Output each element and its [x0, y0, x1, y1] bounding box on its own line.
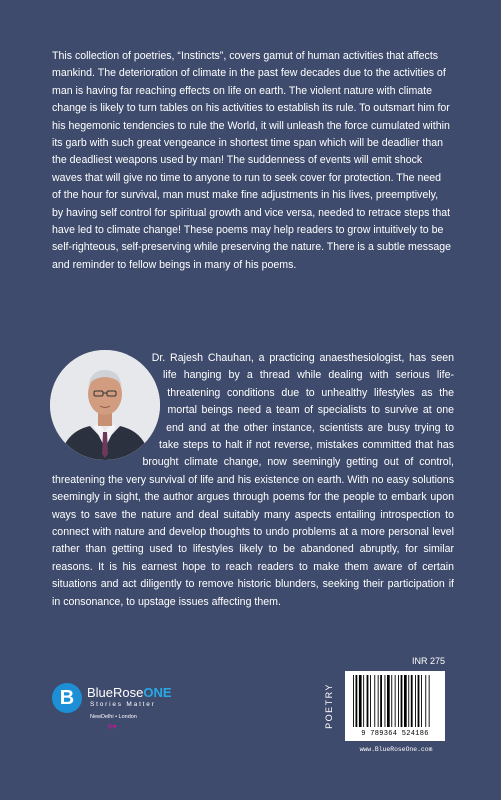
category-text: POETRY	[324, 683, 334, 729]
publisher-tagline: Stories Matter	[90, 701, 156, 708]
author-photo	[50, 350, 160, 460]
social-icons: f◎♥	[108, 724, 117, 730]
blurb-paragraph: This collection of poetries, “Instincts”, covers gamut of human activities that affects mankind. The deterioration of climate in the past few decades due to the activities of man is having far reaching effects on life on earth. The violent nature with climate change is likely to turn tables on his activities to establish its rule. To outsmart him for his hegemonic tendencies to rule the World, it will unleash the force cumulated within its garb with such great vengeance in shortest time span which will be deadlier than the deadliest weapons used by man! The suddenness of events will emit shock waves that will give no time to anyone to run to seek cover for protection. The need of the hour for survival, man must make fine adjustments in his lives, preemptively, by having self control for spiritual growth and vice versa, needed to retrace steps that have led to climate change! These poems may help readers to grow intuitively to be self-righteous, self-preserving while preserving the nature. There is a subtle message and reminder to fellow beings in many of his poems.	[52, 50, 452, 271]
category-label	[322, 676, 336, 736]
isbn-barcode	[345, 671, 445, 741]
publisher-cities: NewDelhi • London	[90, 714, 137, 720]
publisher-name-part1: BlueRose	[87, 685, 144, 700]
author-bio: Dr. Rajesh Chauhan, a practicing anaesthesiologist, has seen life hanging by a thread while dealing with serious life-threatening conditions due to unhealthy lifestyles as the mortal beings need a team of specialists to survive at one end and at the other instance, scientists are busy trying to take steps to halt if not reverse, mistakes committed that has brought climate change, now seemingly getting out of control, threatening the very survival of life and his existence on earth. With no easy solutions seemingly in sight, the author argues through poems for the people to embark upon ways to save the nature and deal suitably many aspects entailing introspection to connect with nature and develop thoughts to undo problems at a more personal level rather than getting used to lifestyles likely to be abandoned abruptly, for similar reasons. It is his earnest hope to reach readers to make them aware of certain situations and act diligently to remove historic blunders, seeking their participation if in consonance, to upstage issues affecting them.	[52, 352, 454, 608]
publisher-logo-icon: B	[52, 683, 82, 713]
author-section	[52, 350, 454, 611]
author-portrait-image	[50, 350, 160, 460]
publisher-website: www.BlueRoseOne.com	[359, 746, 433, 753]
barcode-bars-icon	[353, 675, 437, 727]
price-label: INR 275	[412, 656, 446, 666]
barcode-number: 9 789364 524186	[361, 730, 429, 738]
publisher-name	[87, 685, 172, 700]
publisher-name-part2: ONE	[143, 685, 172, 700]
